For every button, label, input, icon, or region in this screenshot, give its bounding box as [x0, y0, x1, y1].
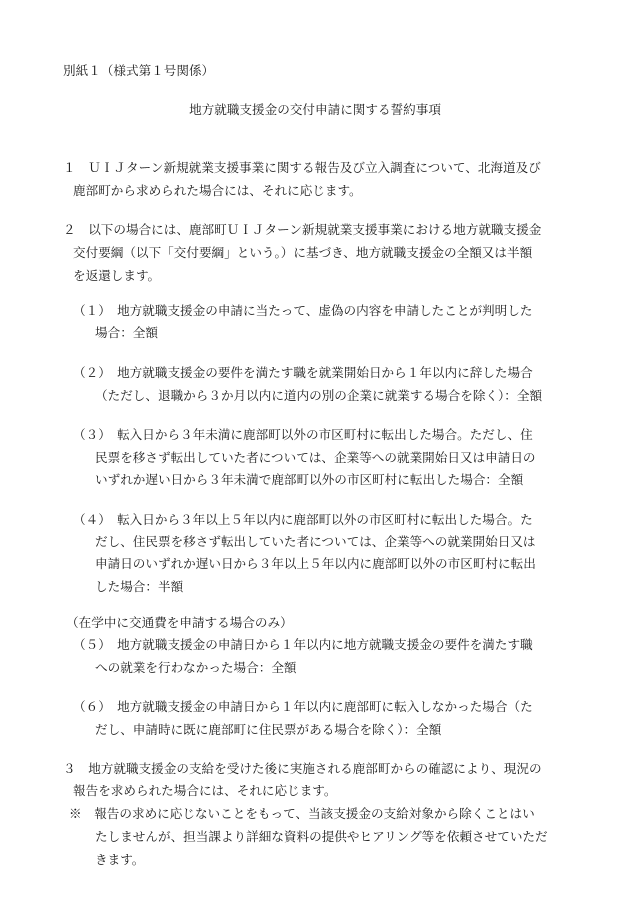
refund-case-4-line: だし、住民票を移さず転出していた者については、企業等への就業開始日又は — [95, 534, 536, 549]
refund-case-1-line: （１） 地方就職支援金の申請に当たって、虚偽の内容を申請したことが判明した — [73, 303, 533, 318]
reference-note-line: たしませんが、担当課より詳細な資料の提供やヒアリング等を依頼させていただ — [95, 829, 548, 844]
refund-case-3-line: （３） 転入日から３年未満に鹿部町以外の市区町村に転出した場合。ただし、住 — [73, 427, 533, 442]
refund-case-3-line: いずれか遅い日から３年未満で鹿部町以外の市区町村に転出した場合：全額 — [95, 472, 524, 487]
refund-case-6-line: （６） 地方就職支援金の申請日から１年以内に鹿部町に転入しなかった場合（た — [73, 699, 533, 714]
pledge-item-2-line: 交付要綱（以下「交付要綱」という。）に基づき、地方就職支援金の全額又は半額 — [73, 245, 533, 260]
refund-case-4-line: 申請日のいずれか遅い日から３年以上５年以内に鹿部町以外の市区町村に転出 — [95, 556, 536, 571]
refund-case-1-line: 場合：全額 — [95, 325, 158, 340]
document-title: 地方就職支援金の交付申請に関する誓約事項 — [189, 102, 441, 117]
refund-case-2-line: （２） 地方就職支援金の要件を満たす職を就業開始日から１年以内に辞した場合 — [73, 365, 533, 380]
form-header: 別紙１（様式第１号関係） — [63, 63, 215, 78]
refund-case-3-line: 民票を移さず転出していた者については、企業等への就業開始日又は申請日の — [95, 450, 536, 465]
student-only-note: （在学中に交通費を申請する場合のみ） — [66, 615, 293, 630]
refund-case-5-line: （５） 地方就職支援金の申請日から１年以内に地方就職支援金の要件を満たす職 — [73, 637, 533, 652]
pledge-item-2-line: を返還します。 — [73, 268, 161, 283]
pledge-item-2-line: ２ 以下の場合には、鹿部町ＵＩＪターン新規就業支援事業における地方就職支援金 — [63, 222, 542, 237]
refund-case-2-line: （ただし、退職から３か月以内に道内の別の企業に就業する場合を除く）：全額 — [95, 388, 543, 403]
pledge-item-1-line: １ ＵＩＪターン新規就業支援事業に関する報告及び立入調査について、北海道及び — [63, 160, 541, 175]
reference-note-line: きます。 — [95, 852, 145, 867]
refund-case-4-line: （４） 転入日から３年以上５年以内に鹿部町以外の市区町村に転出した場合。た — [73, 512, 533, 527]
pledge-item-3-line: ３ 地方就職支援金の支給を受けた後に実施される鹿部町からの確認により、現況の — [63, 761, 542, 776]
refund-case-4-line: した場合：半額 — [95, 579, 184, 594]
refund-case-6-line: だし、申請時に既に鹿部町に住民票がある場合を除く）：全額 — [95, 722, 442, 737]
pledge-item-3-line: 報告を求められた場合には、それに応じます。 — [73, 783, 337, 798]
refund-case-5-line: への就業を行わなかった場合：全額 — [95, 660, 297, 675]
pledge-item-1-line: 鹿部町から求められた場合には、それに応じます。 — [73, 183, 362, 198]
reference-note-line: ※ 報告の求めに応じないことをもって、当該支援金の支給対象から除くことはい — [69, 806, 535, 821]
